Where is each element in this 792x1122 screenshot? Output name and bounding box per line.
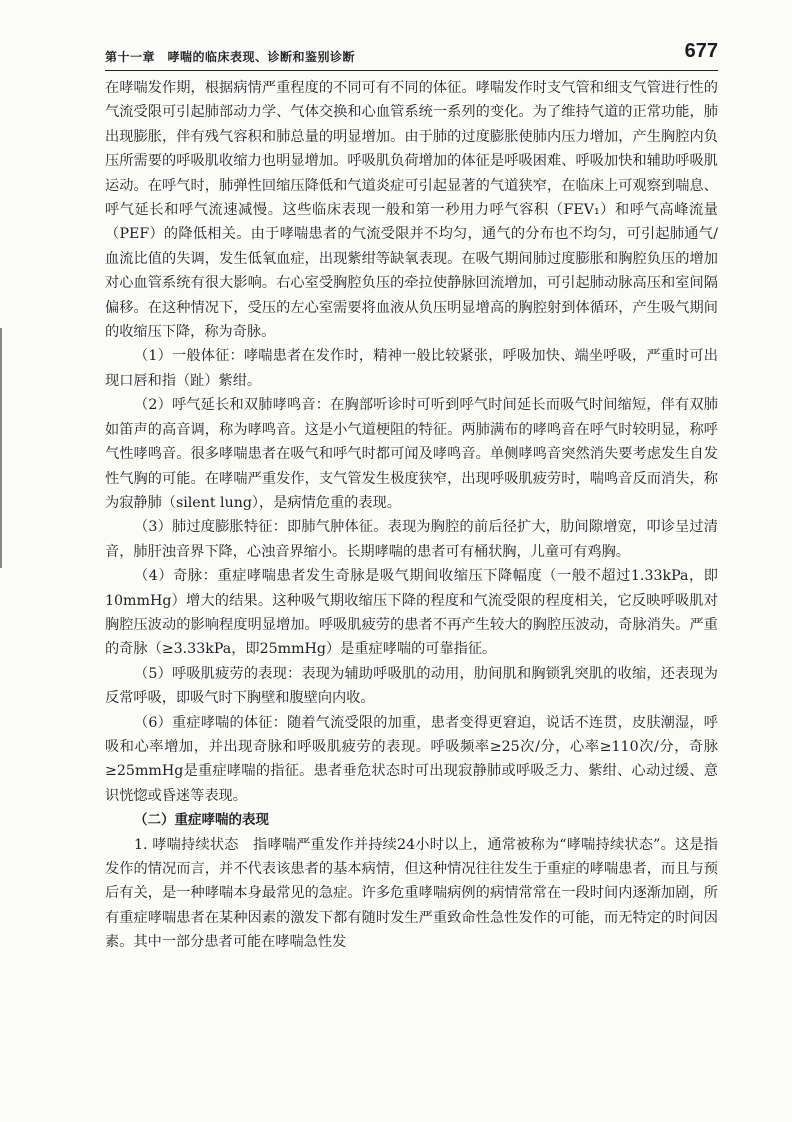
page-number: 677	[684, 40, 718, 62]
paragraph-wheezing: （2）呼气延长和双肺哮鸣音：在胸部听诊时可听到呼气时间延长而吸气时间缩短，伴有双肺如笛声的高音调，称为哮鸣音。这是小气道梗阻的特征。两肺满布的哮鸣音在呼气时较明显，称呼气性哮鸣音。很多哮喘患者在吸气和呼气时都可闻及哮鸣音。单侧哮鸣音突然消失要考虑发生自发性气胸的可能。在哮喘严重发作，支气管发生极度狭窄，出现呼吸肌疲劳时，喘鸣音反而消失，称为寂静肺（silent lung），是病情危重的表现。	[105, 397, 718, 511]
body-text	[105, 76, 718, 955]
paragraph-status-asthmaticus: 1. 哮喘持续状态 指哮喘严重发作并持续24小时以上，通常被称为“哮喘持续状态”。这是指发作的情况而言，并不代表该患者的基本病情，但这种情况往往发生于重症的哮喘患者，而且与预后有关，是一种哮喘本身最常见的急症。许多危重哮喘病例的病情常常在一段时间内逐渐加剧，所有重症哮喘患者在某种因素的激发下都有随时发生严重致命性急性发作的可能，而无特定的时间因素。其中一部分患者可能在哮喘急性发	[105, 836, 718, 951]
chapter-title: 第十一章 哮喘的临床表现、诊断和鉴别诊断	[105, 50, 356, 64]
scan-edge-line	[0, 328, 2, 568]
paragraph-intro: 在哮喘发作期，根据病情严重程度的不同可有不同的体征。哮喘发作时支气管和细支气管进行性的气流受限可引起肺部动力学、气体交换和心血管系统一系列的变化。为了维持气道的正常功能，肺出现膨胀，伴有残气容积和肺总量的明显增加。由于肺的过度膨胀使肺内压力增加，产生胸腔内负压所需要的呼吸肌收缩力也明显增加。呼吸肌负荷增加的体征是呼吸困难、呼吸加快和辅助呼吸肌运动。在呼气时，肺弹性回缩压降低和气道炎症可引起显著的气道狭窄，在临床上可观察到喘息、呼气延长和呼气流速减慢。这些临床表现一般和第一秒用力呼气容积（FEV₁）和呼气高峰流量（PEF）的降低相关。由于哮喘患者的气流受限并不均匀，通气的分布也不均匀，可引起肺通气/血流比值的失调，发生低氧血症，出现紫绀等缺氧表现。在吸气期间肺过度膨胀和胸腔负压的增加对心血管系统有很大影响。右心室受胸腔负压的牵拉使静脉回流增加，可引起肺动脉高压和室间隔偏移。在这种情况下，受压的左心室需要将血液从负压明显增高的胸腔射到体循环，产生吸气期间的收缩压下降，称为奇脉。	[105, 80, 718, 341]
page-header	[105, 40, 718, 71]
paragraph-pulsus-paradoxus: （4）奇脉：重症哮喘患者发生奇脉是吸气期间收缩压下降幅度（一般不超过1.33kPa，即10mmHg）增大的结果。这种吸气期收缩压下降的程度和气流受限的程度相关，它反映呼吸肌对胸腔压波动的影响程度明显增加。呼吸肌疲劳的患者不再产生较大的胸腔压波动，奇脉消失。严重的奇脉（≥3.33kPa，即25mmHg）是重症哮喘的可靠指征。	[105, 568, 718, 658]
paragraph-severe-signs: （6）重症哮喘的体征：随着气流受限的加重，患者变得更窘迫，说话不连贯，皮肤潮湿，呼吸和心率增加，并出现奇脉和呼吸肌疲劳的表现。呼吸频率≥25次/分，心率≥110次/分，奇脉≥25mmHg是重症哮喘的指征。患者垂危状态时可出现寂静肺或呼吸乏力、紫绀、心动过缓、意识恍惚或昏迷等表现。	[105, 714, 718, 804]
paragraph-muscle-fatigue: （5）呼吸肌疲劳的表现：表现为辅助呼吸肌的动用，肋间肌和胸锁乳突肌的收缩，还表现为反常呼吸，即吸气时下胸壁和腹壁向内收。	[105, 665, 718, 707]
section-heading: （二）重症哮喘的表现	[134, 812, 269, 829]
paragraph-general-signs: （1）一般体征：哮喘患者在发作时，精神一般比较紧张，呼吸加快、端坐呼吸，严重时可出现口唇和指（趾）紫绀。	[105, 348, 718, 389]
paragraph-hyperinflation: （3）肺过度膨胀特征：即肺气肿体征。表现为胸腔的前后径扩大，肋间隙增宽，叩诊呈过清音，肺肝浊音界下降，心浊音界缩小。长期哮喘的患者可有桶状胸，儿童可有鸡胸。	[105, 519, 718, 560]
